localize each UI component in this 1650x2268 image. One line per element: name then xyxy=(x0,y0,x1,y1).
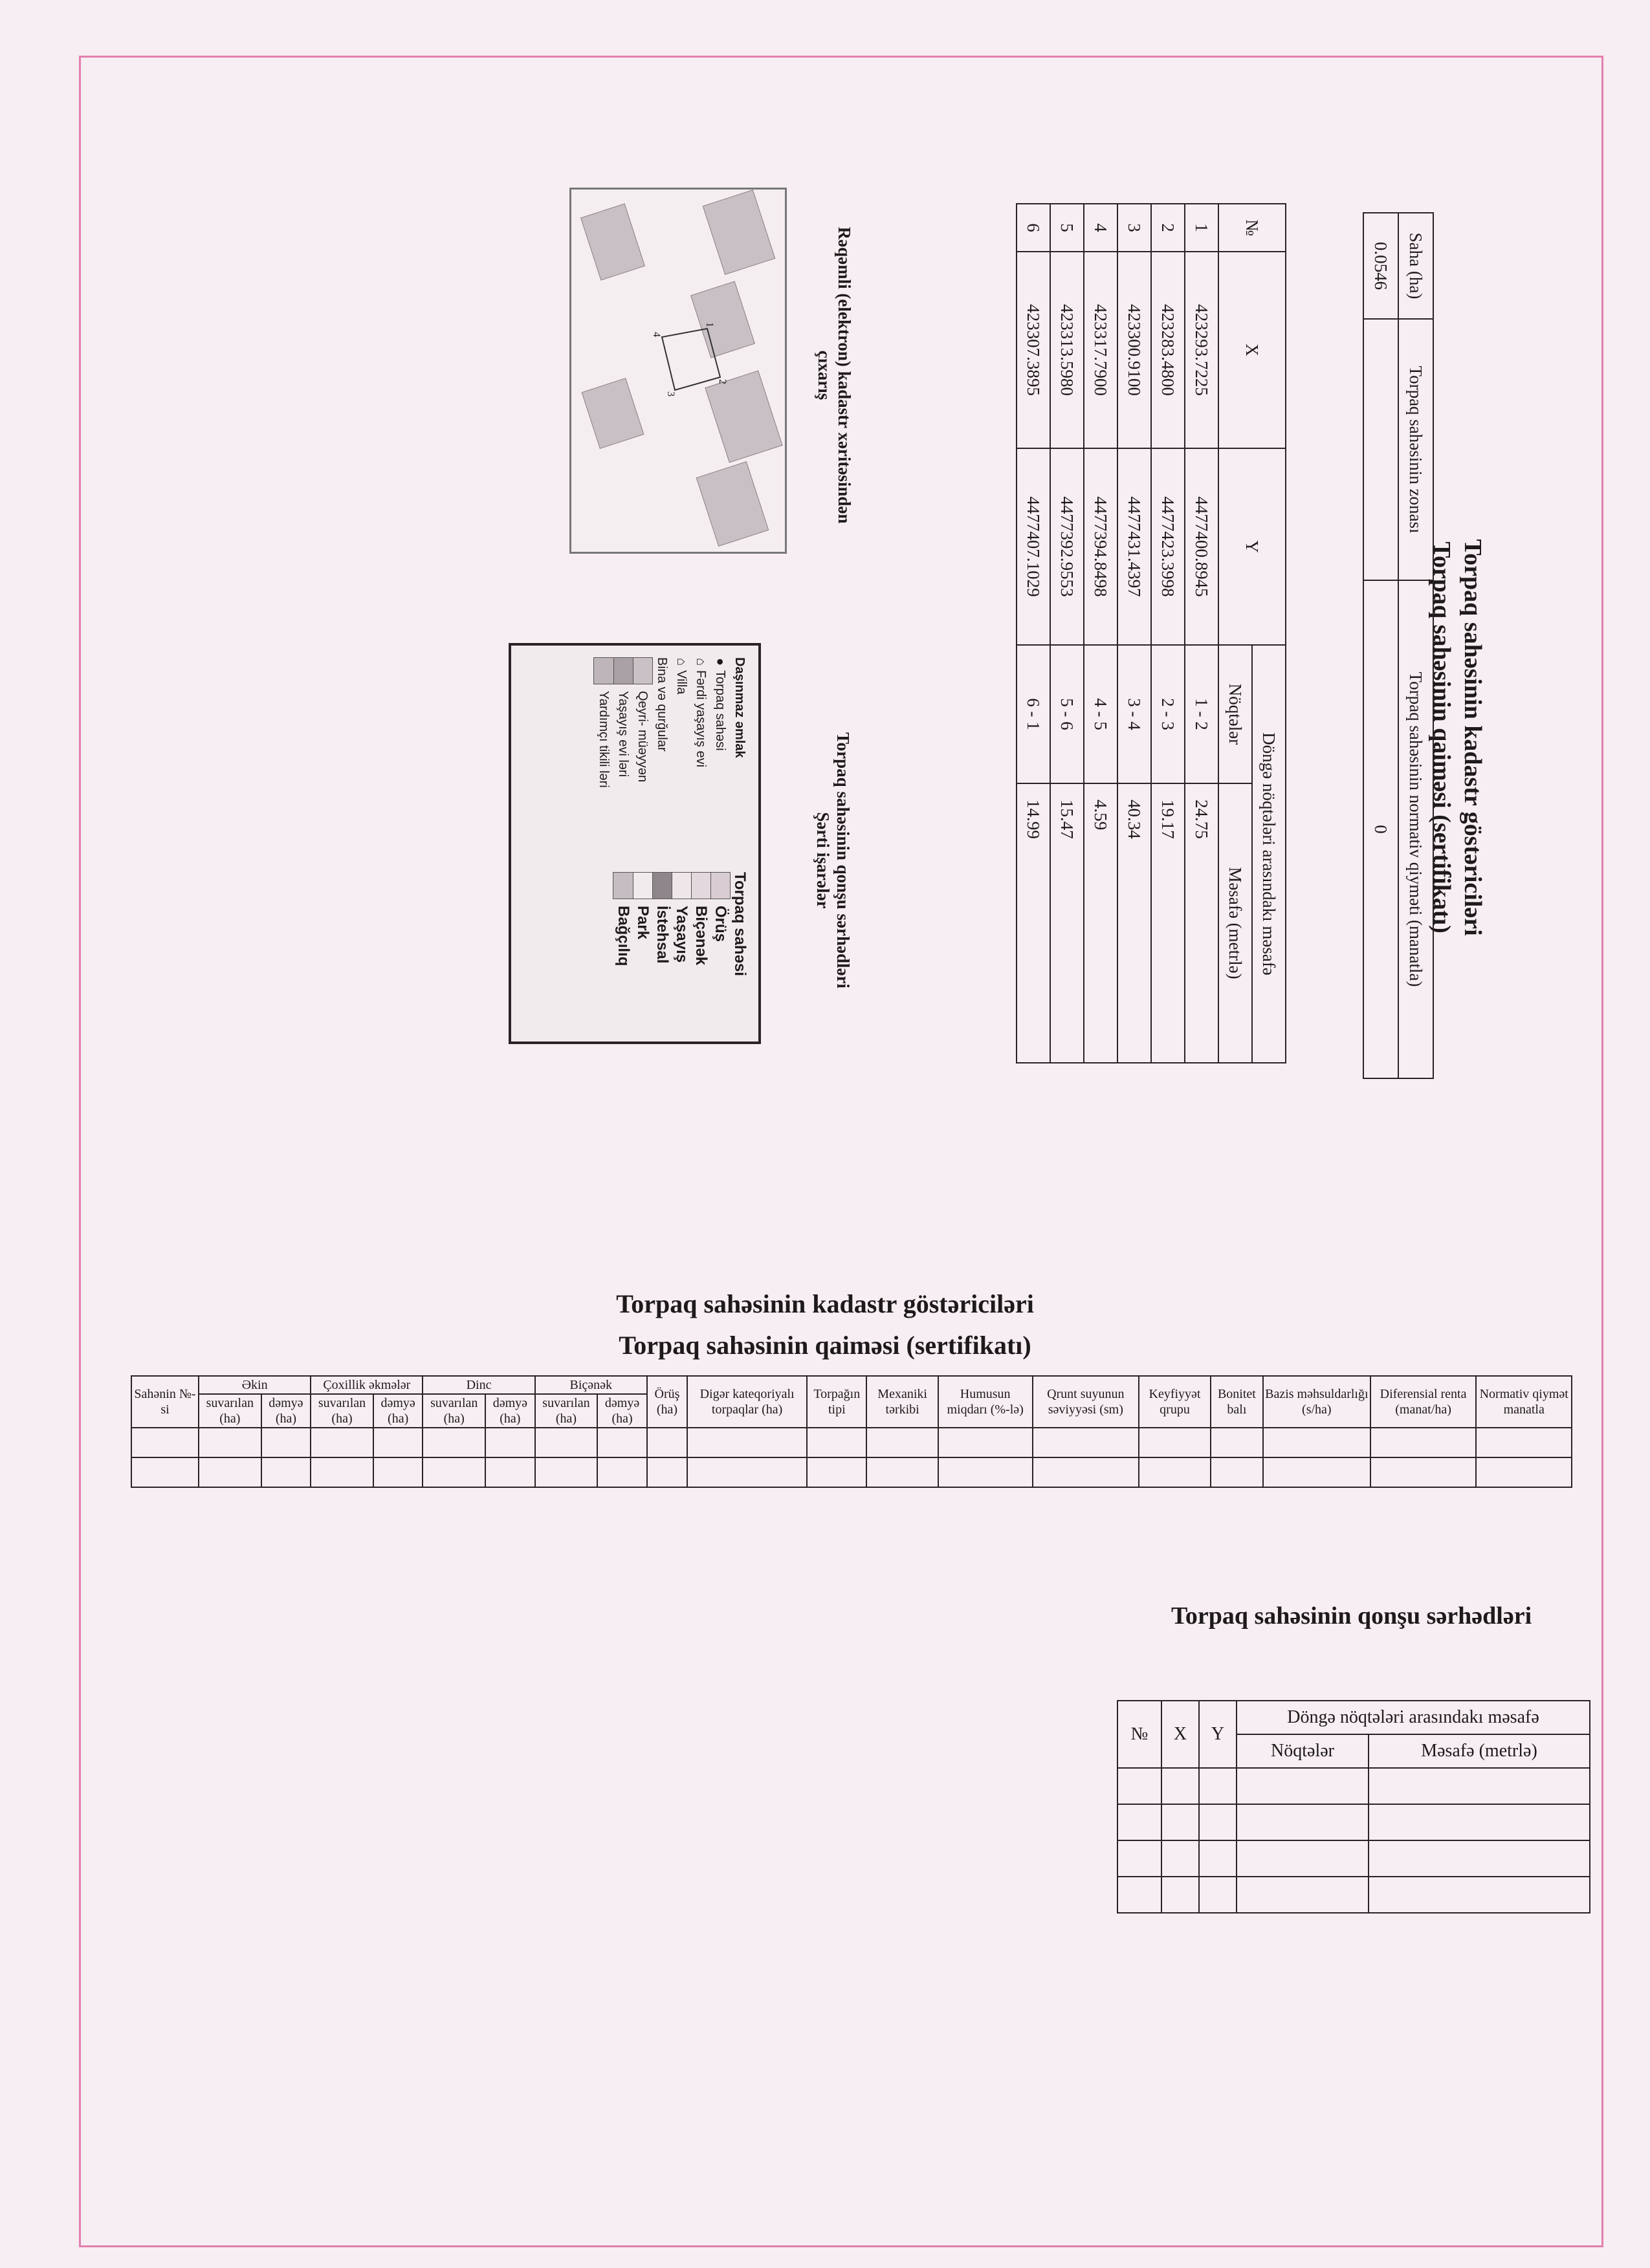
legend-item xyxy=(613,872,633,976)
table-row xyxy=(1185,204,1218,1063)
legend-item-label: Yaşayış evi ləri xyxy=(616,691,631,778)
legend-caption-2: Şərti işarələr xyxy=(813,812,833,909)
cell-distance: 4.59 xyxy=(1084,783,1117,1063)
cell-x: 423313.5980 xyxy=(1050,252,1084,448)
table-row xyxy=(1050,204,1084,1063)
sub-dry: dəmyə (ha) xyxy=(597,1394,647,1428)
cell-points: 3 - 4 xyxy=(1117,645,1151,783)
coords-table-wrap xyxy=(1016,203,1286,1063)
nb-head-distance: Məsafə (metrlə) xyxy=(1369,1734,1590,1768)
legend-item xyxy=(652,872,672,976)
swatch-icon xyxy=(710,872,731,899)
head-parcel-no: Sahənin №-si xyxy=(131,1376,199,1428)
neighbors-title: Torpaq sahəsinin qonşu sərhədləri xyxy=(1171,1602,1532,1630)
legend-right-head: Torpaq sahəsi xyxy=(731,872,749,976)
legend-caption-wrap xyxy=(813,686,853,1035)
legend-item-label: Biçənək xyxy=(692,906,710,966)
table-row xyxy=(1151,204,1185,1063)
sub-irrigated: suvarılan (ha) xyxy=(423,1394,485,1428)
swatch-icon xyxy=(632,657,653,684)
swatch-icon xyxy=(593,657,614,684)
villa-icon: ⌂ xyxy=(674,657,689,666)
legend-item xyxy=(672,657,691,788)
sub-dry: dəmyə (ha) xyxy=(485,1394,535,1428)
coords-head-group: Döngə nöqtələri arasındakı məsafə xyxy=(1252,645,1286,1063)
cell-no: 2 xyxy=(1151,204,1185,252)
cell-points: 4 - 5 xyxy=(1084,645,1117,783)
table-row xyxy=(1117,1768,1590,1804)
sub-irrigated: suvarılan (ha) xyxy=(199,1394,261,1428)
swatch-icon xyxy=(652,872,672,899)
table-row xyxy=(1117,1804,1590,1840)
head-group: Əkin xyxy=(199,1376,311,1394)
cell-distance: 19.17 xyxy=(1151,783,1185,1063)
head-col: Bonitet balı xyxy=(1211,1376,1263,1428)
table-row xyxy=(131,1428,1572,1457)
subject-parcel xyxy=(571,190,785,552)
cell-no: 3 xyxy=(1117,204,1151,252)
map-caption-1: Rəqəmli (elektron) kadastr xəritəsindən xyxy=(835,226,854,524)
cell-points: 5 - 6 xyxy=(1050,645,1084,783)
sub-dry: dəmyə (ha) xyxy=(261,1394,311,1428)
summary-head-area: Saha (ha) xyxy=(1398,213,1433,319)
swatch-icon xyxy=(690,872,711,899)
cell-x: 423317.7900 xyxy=(1084,252,1117,448)
cell-y: 4477400.8945 xyxy=(1185,448,1218,645)
legend-item-label: Bağçılıq xyxy=(615,906,632,966)
dot-icon: ● xyxy=(713,657,728,666)
cell-y: 4477392.9553 xyxy=(1050,448,1084,645)
coords-head-no: № xyxy=(1218,204,1286,252)
cell-no: 1 xyxy=(1185,204,1218,252)
sub-dry: dəmyə (ha) xyxy=(373,1394,423,1428)
head-col: Qrunt suyunun səviyyəsi (sm) xyxy=(1033,1376,1139,1428)
cell-y: 4477394.8498 xyxy=(1084,448,1117,645)
cell-x: 423283.4800 xyxy=(1151,252,1185,448)
legend-item-label: Torpaq sahəsi xyxy=(713,670,728,751)
head-group: Çoxillik əkmələr xyxy=(311,1376,423,1394)
cell-y: 4477431.4397 xyxy=(1117,448,1151,645)
table-row xyxy=(1017,204,1050,1063)
cell-points: 6 - 1 xyxy=(1017,645,1050,783)
coords-head-distance: Məsafə (metrlə) xyxy=(1218,783,1252,1063)
map-caption-2: çıxarış xyxy=(815,350,834,400)
cell-no: 5 xyxy=(1050,204,1084,252)
legend-item-label: İstehsal xyxy=(654,906,671,964)
cell-distance: 24.75 xyxy=(1185,783,1218,1063)
coords-head-x: X xyxy=(1218,252,1286,448)
summary-head-price: Torpaq sahəsinin normativ qiyməti (manatla) xyxy=(1398,580,1433,1078)
legend-item xyxy=(613,657,633,788)
legend-item xyxy=(633,657,652,788)
rotated-title-1: Torpaq sahəsinin kadastr göstəriciləri xyxy=(1459,539,1486,936)
neighbors-table xyxy=(1117,1700,1590,1914)
sub-irrigated: suvarılan (ha) xyxy=(311,1394,373,1428)
legend-item xyxy=(672,872,691,976)
cell-y: 4477407.1029 xyxy=(1017,448,1050,645)
table-row xyxy=(131,1457,1572,1487)
cell-points: 1 - 2 xyxy=(1185,645,1218,783)
rotated-section xyxy=(1426,382,1488,1093)
summary-price: 0 xyxy=(1363,580,1398,1078)
cell-distance: 40.34 xyxy=(1117,783,1151,1063)
legend-item-label: Fərdi yaşayış evi xyxy=(694,670,709,768)
cell-no: 6 xyxy=(1017,204,1050,252)
legend-item xyxy=(594,657,613,788)
head-group: Dinc xyxy=(423,1376,534,1394)
legend-item-label: Villa xyxy=(674,670,689,695)
swatch-icon xyxy=(613,657,633,684)
table-row xyxy=(1117,1840,1590,1877)
cell-x: 423293.7225 xyxy=(1185,252,1218,448)
cell-y: 4477423.3998 xyxy=(1151,448,1185,645)
legend-item xyxy=(691,657,710,788)
cell-points: 2 - 3 xyxy=(1151,645,1185,783)
head-col: Diferensial renta (manat/ha) xyxy=(1370,1376,1477,1428)
head-col: Digər kateqoriyalı torpaqlar (ha) xyxy=(687,1376,807,1428)
main-title-2: Torpaq sahəsinin qaiməsi (sertifikatı) xyxy=(619,1331,1031,1360)
cell-x: 423307.3895 xyxy=(1017,252,1050,448)
legend-item xyxy=(710,657,730,788)
coords-table xyxy=(1016,203,1286,1063)
nb-head-points: Nöqtələr xyxy=(1237,1734,1369,1768)
nb-head-y: Y xyxy=(1199,1701,1237,1768)
legend-item-label: Yardımçı tikili ləri xyxy=(597,691,611,788)
legend-box xyxy=(509,643,761,1044)
head-col: Torpağın tipi xyxy=(807,1376,866,1428)
main-title-1: Torpaq sahəsinin kadastr göstəriciləri xyxy=(616,1289,1034,1318)
summary-table xyxy=(1363,212,1434,1079)
swatch-icon xyxy=(613,872,633,899)
map-point-label: 4 xyxy=(651,332,662,337)
head-col: Bazis məhsuldarlığı (s/ha) xyxy=(1263,1376,1370,1428)
nb-head-no: № xyxy=(1117,1701,1161,1768)
cadastral-map xyxy=(569,188,787,554)
legend-left-head: Daşınmaz əmlak xyxy=(732,657,747,758)
legend-sub-head: Bina və qurğular xyxy=(655,657,670,752)
summary-area: 0.0546 xyxy=(1363,213,1398,319)
map-point-label: 3 xyxy=(665,391,676,397)
map-point-label: 1 xyxy=(704,322,715,327)
legend-item xyxy=(633,872,652,976)
rotated-title-2: Torpaq sahəsinin qaiməsi (sertifikatı) xyxy=(1428,541,1455,933)
head-group: Biçənək xyxy=(535,1376,647,1394)
house-icon: ⌂ xyxy=(694,657,709,666)
map-point-label: 2 xyxy=(717,379,728,384)
legend-item xyxy=(691,872,710,976)
legend-item-label: Park xyxy=(634,906,652,940)
sub-irrigated: suvarılan (ha) xyxy=(535,1394,598,1428)
indicators-table xyxy=(131,1375,1572,1488)
legend-item-label: Örüş xyxy=(712,906,729,943)
head-col: Keyfiyyət qrupu xyxy=(1139,1376,1211,1428)
table-row xyxy=(1117,1877,1590,1913)
coords-head-y: Y xyxy=(1218,448,1286,645)
legend-item xyxy=(710,872,730,976)
summary-table-wrap xyxy=(1363,212,1434,1079)
head-col: Humusun miqdarı (%-lə) xyxy=(938,1376,1033,1428)
table-row xyxy=(1084,204,1117,1063)
legend-caption-1: Torpaq sahəsinin qonşu sərhədləri xyxy=(833,732,853,988)
head-col: Normativ qiymət manatla xyxy=(1476,1376,1572,1428)
legend-item-label: Qeyri- müəyyən xyxy=(635,691,650,783)
cell-distance: 14.99 xyxy=(1017,783,1050,1063)
head-col: Mexaniki tərkibi xyxy=(866,1376,938,1428)
summary-head-zone: Torpaq sahəsinin zonası xyxy=(1398,319,1433,580)
cell-no: 4 xyxy=(1084,204,1117,252)
cadastral-map-wrap xyxy=(569,188,787,554)
coords-head-points: Nöqtələr xyxy=(1218,645,1252,783)
nb-head-group: Döngə nöqtələri arasındakı məsafə xyxy=(1237,1701,1590,1734)
cell-distance: 15.47 xyxy=(1050,783,1084,1063)
swatch-icon xyxy=(671,872,692,899)
cell-x: 423300.9100 xyxy=(1117,252,1151,448)
legend-item-label: Yaşayış xyxy=(673,906,690,963)
summary-zone xyxy=(1363,319,1398,580)
nb-head-x: X xyxy=(1161,1701,1199,1768)
head-col: Örüş (ha) xyxy=(647,1376,687,1428)
swatch-icon xyxy=(632,872,653,899)
table-row xyxy=(1117,204,1151,1063)
legend-wrap xyxy=(509,643,761,1044)
map-caption-wrap xyxy=(814,194,854,556)
